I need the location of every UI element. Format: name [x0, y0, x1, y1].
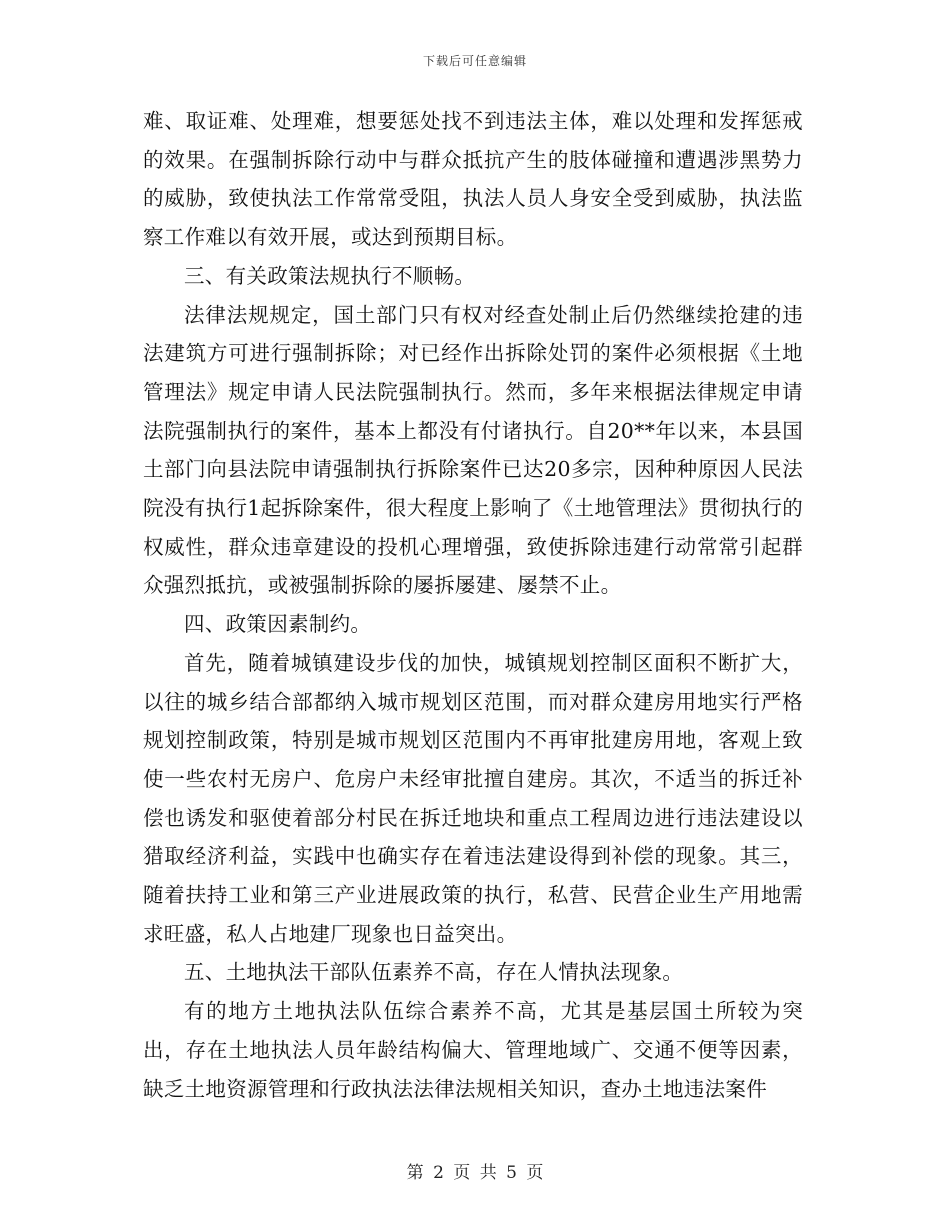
section-heading-5: 五、土地执法干部队伍素养不高，存在人情执法现象。 [184, 960, 684, 985]
paragraph-section-4: 首先，随着城镇建设步伐的加快，城镇规划控制区面积不断扩大，以往的城乡结合部都纳入城市规划区范围，而对群众建房用地实行严格规划控制政策，特别是城市规划区范围内不再审批建房用地，客观上致使一些农村无房户、危房户未经审批擅自建房。其次，不适当的拆迁补偿也诱发和驱使着部分村民在拆迁地块和重点工程周边进行违法建设以猎取经济利益，实践中也确实存在着违法建设得到补偿的现象。其三，随着扶持工业和第三产业进展政策的执行，私营、民营企业生产用地需求旺盛，私人占地建厂现象也日益突出。 [143, 650, 803, 946]
page-number: 第 2 页 共 5 页 [406, 1163, 544, 1183]
paragraph-continued: 难、取证难、处理难，想要惩处找不到违法主体，难以处理和发挥惩戒的效果。在强制拆除行动中与群众抵抗产生的肢体碰撞和遭遇涉黑势力的威胁，致使执法工作常常受阻，执法人员人身安全受到威胁，执法监察工作难以有效开展，或达到预期目标。 [143, 109, 803, 250]
paragraph-section-3: 法律法规规定，国土部门只有权对经查处制止后仍然继续抢建的违法建筑方可进行强制拆除；对已经作出拆除处罚的案件必须根据《土地管理法》规定申请人民法院强制执行。然而，多年来根据法律规定申请法院强制执行的案件，基本上都没有付诸执行。自20**年以来，本县国土部门向县法院申请强制执行拆除案件已达20多宗，因种种原因人民法院没有执行1起拆除案件，很大程度上影响了《土地管理法》贯彻执行的权威性，群众违章建设的投机心理增强，致使拆除违建行动常常引起群众强烈抵抗，或被强制拆除的屡拆屡建、屡禁不止。 [143, 302, 803, 598]
paragraph-section-5: 有的地方土地执法队伍综合素养不高，尤其是基层国土所较为突出，存在土地执法人员年龄结构偏大、管理地域广、交通不便等因素，缺乏土地资源管理和行政执法法律法规相关知识，查办土地违法案件 [143, 999, 803, 1101]
document-body [143, 102, 803, 1108]
section-heading-3: 三、有关政策法规执行不顺畅。 [184, 263, 476, 288]
section-heading-4: 四、政策因素制约。 [184, 612, 372, 637]
page-header-note: 下载后可任意编辑 [422, 54, 527, 68]
